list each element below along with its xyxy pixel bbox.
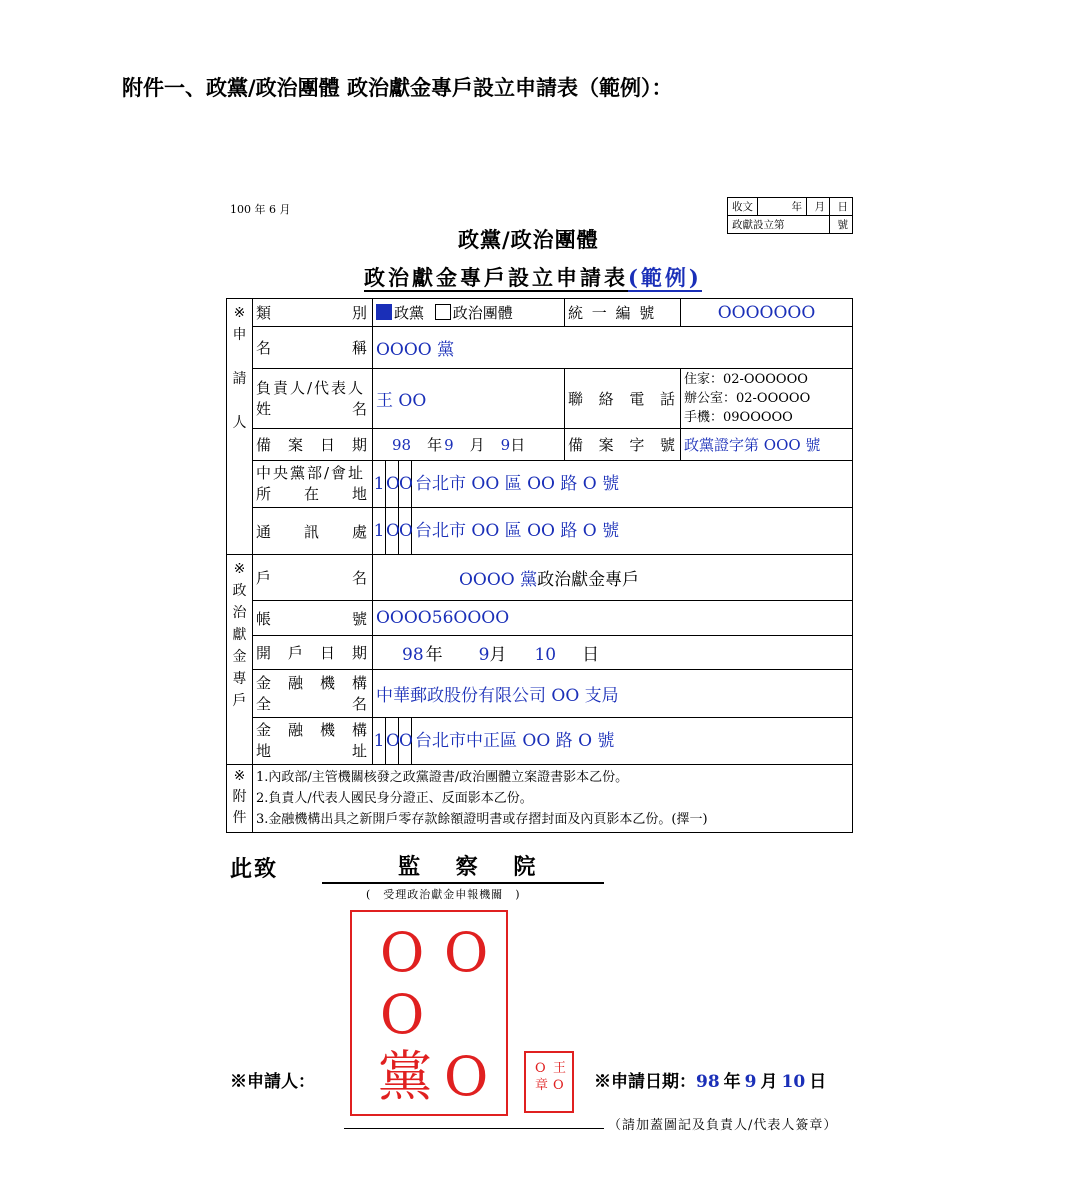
section-attach: ※ 附 件: [227, 765, 253, 833]
applicant-label: ※申請人：: [230, 1072, 315, 1092]
zip-digit: 1: [373, 461, 386, 507]
label-representative: 負責人/代表人 姓 名: [253, 369, 373, 429]
application-form: [226, 298, 853, 833]
party-checkbox[interactable]: [376, 304, 392, 320]
zip-digit: O: [399, 508, 412, 554]
label-name: 名 稱: [253, 327, 373, 369]
label-contact: 聯 絡 電 話: [565, 369, 681, 429]
receipt-box: [727, 197, 853, 234]
bank-name-value: 中華郵政股份有限公司 OO 支局: [373, 670, 853, 718]
mailing-text: 台北市 OO 區 OO 路 O 號: [415, 521, 620, 541]
form-title-example: (範例): [628, 265, 702, 290]
party-seal: O O O 黨 O: [350, 910, 508, 1116]
authority-underline: [322, 882, 604, 884]
representative-value: 王 OO: [373, 369, 565, 429]
label-open-date: 開 戶 日 期: [253, 636, 373, 670]
authority-name: 監 察 院: [398, 854, 550, 880]
hq-address-text: 台北市 OO 區 OO 路 O 號: [415, 474, 620, 494]
contact-value: [681, 369, 853, 429]
mailing-value: [373, 508, 853, 555]
tel-mobile: 手機：09OOOOO: [684, 410, 793, 425]
form-title-text: 政治獻金專戶設立申請表: [364, 265, 628, 290]
label-account-no: 帳 號: [253, 601, 373, 636]
label-bank-name: 金 融 機 構 全 名: [253, 670, 373, 718]
attachment-item: 1.內政部/主管機關核發之政黨證書/政治團體立案證書影本乙份。: [256, 770, 629, 785]
section-account: ※ 政 治 獻 金 專 戶: [227, 555, 253, 765]
uniform-no-value: OOOOOOO: [681, 299, 853, 327]
attachment-item: 2.負責人/代表人國民身分證正、反面影本乙份。: [256, 791, 533, 806]
label-hq-address: 中央黨部/會址 所 在 地: [253, 461, 373, 508]
form-version: 100 年 6 月: [230, 203, 291, 216]
label-category: 類 別: [253, 299, 373, 327]
attachment-list: [253, 765, 853, 833]
bank-address-value: [373, 718, 853, 765]
tel-office: 辦公室：02-OOOOO: [684, 391, 811, 406]
zip-digit: 1: [373, 508, 386, 554]
signature-note: （請加蓋圖記及負責人/代表人簽章）: [608, 1118, 838, 1133]
label-filing-date: 備 案 日 期: [253, 429, 373, 461]
zip-digit: O: [386, 718, 399, 764]
tel-home: 住家：02-OOOOOO: [684, 372, 808, 387]
representative-seal: O 王 章 O: [524, 1051, 574, 1113]
category-options: [373, 299, 565, 327]
section-char: 申: [232, 327, 247, 343]
receipt-year: 年: [758, 198, 807, 216]
open-date-value: 98 年 9月 10 日: [373, 636, 853, 670]
label-filing-no: 備 案 字 號: [565, 429, 681, 461]
hq-address-value: [373, 461, 853, 508]
receipt-no-suffix: 號: [830, 216, 853, 234]
section-char: 人: [232, 415, 247, 431]
party-option-label: 政黨: [394, 304, 425, 322]
account-name-value: OOOO 黨政治獻金專戶: [373, 555, 853, 601]
page-heading: 附件一、政黨/政治團體 政治獻金專戶設立申請表（範例）：: [122, 76, 673, 100]
zip-digit: O: [386, 508, 399, 554]
section-mark: ※: [233, 305, 246, 321]
receipt-no-label: 政獻設立第: [728, 216, 830, 234]
receipt-label: 收文: [728, 198, 758, 216]
authority-note: ( 受理政治獻金申報機關 ): [366, 888, 521, 901]
bank-address-text: 台北市中正區 OO 路 O 號: [415, 731, 615, 751]
group-checkbox[interactable]: [435, 304, 451, 320]
form-title-line1: 政黨/政治團體: [458, 227, 599, 252]
label-mailing: 通 訊 處: [253, 508, 373, 555]
signature-line: [344, 1128, 604, 1129]
zip-digit: O: [399, 718, 412, 764]
filing-no-value: 政黨證字第 OOO 號: [681, 429, 853, 461]
label-bank-address: 金 融 機 構 地 址: [253, 718, 373, 765]
section-char: 請: [232, 371, 247, 387]
label-uniform-no: 統 一 編 號: [565, 299, 681, 327]
zip-digit: O: [399, 461, 412, 507]
filing-date-value: 98 年 9 月 9日: [373, 429, 565, 461]
zip-digit: 1: [373, 718, 386, 764]
section-applicant: [227, 299, 253, 555]
receipt-month: 月: [807, 198, 830, 216]
account-no-value: OOOO56OOOO: [373, 601, 853, 636]
receipt-day: 日: [830, 198, 853, 216]
apply-date: ※申請日期：98 年 9 月 10 日: [594, 1072, 827, 1092]
attachment-item: 3.金融機構出具之新開戶零存款餘額證明書或存摺封面及內頁影本乙份。(擇一): [256, 812, 708, 827]
name-value: OOOO 黨: [373, 327, 853, 369]
to-label: 此致: [230, 856, 279, 882]
label-account-name: 戶 名: [253, 555, 373, 601]
zip-digit: O: [386, 461, 399, 507]
form-title-line2: [364, 262, 702, 292]
group-option-label: 政治團體: [452, 304, 513, 322]
